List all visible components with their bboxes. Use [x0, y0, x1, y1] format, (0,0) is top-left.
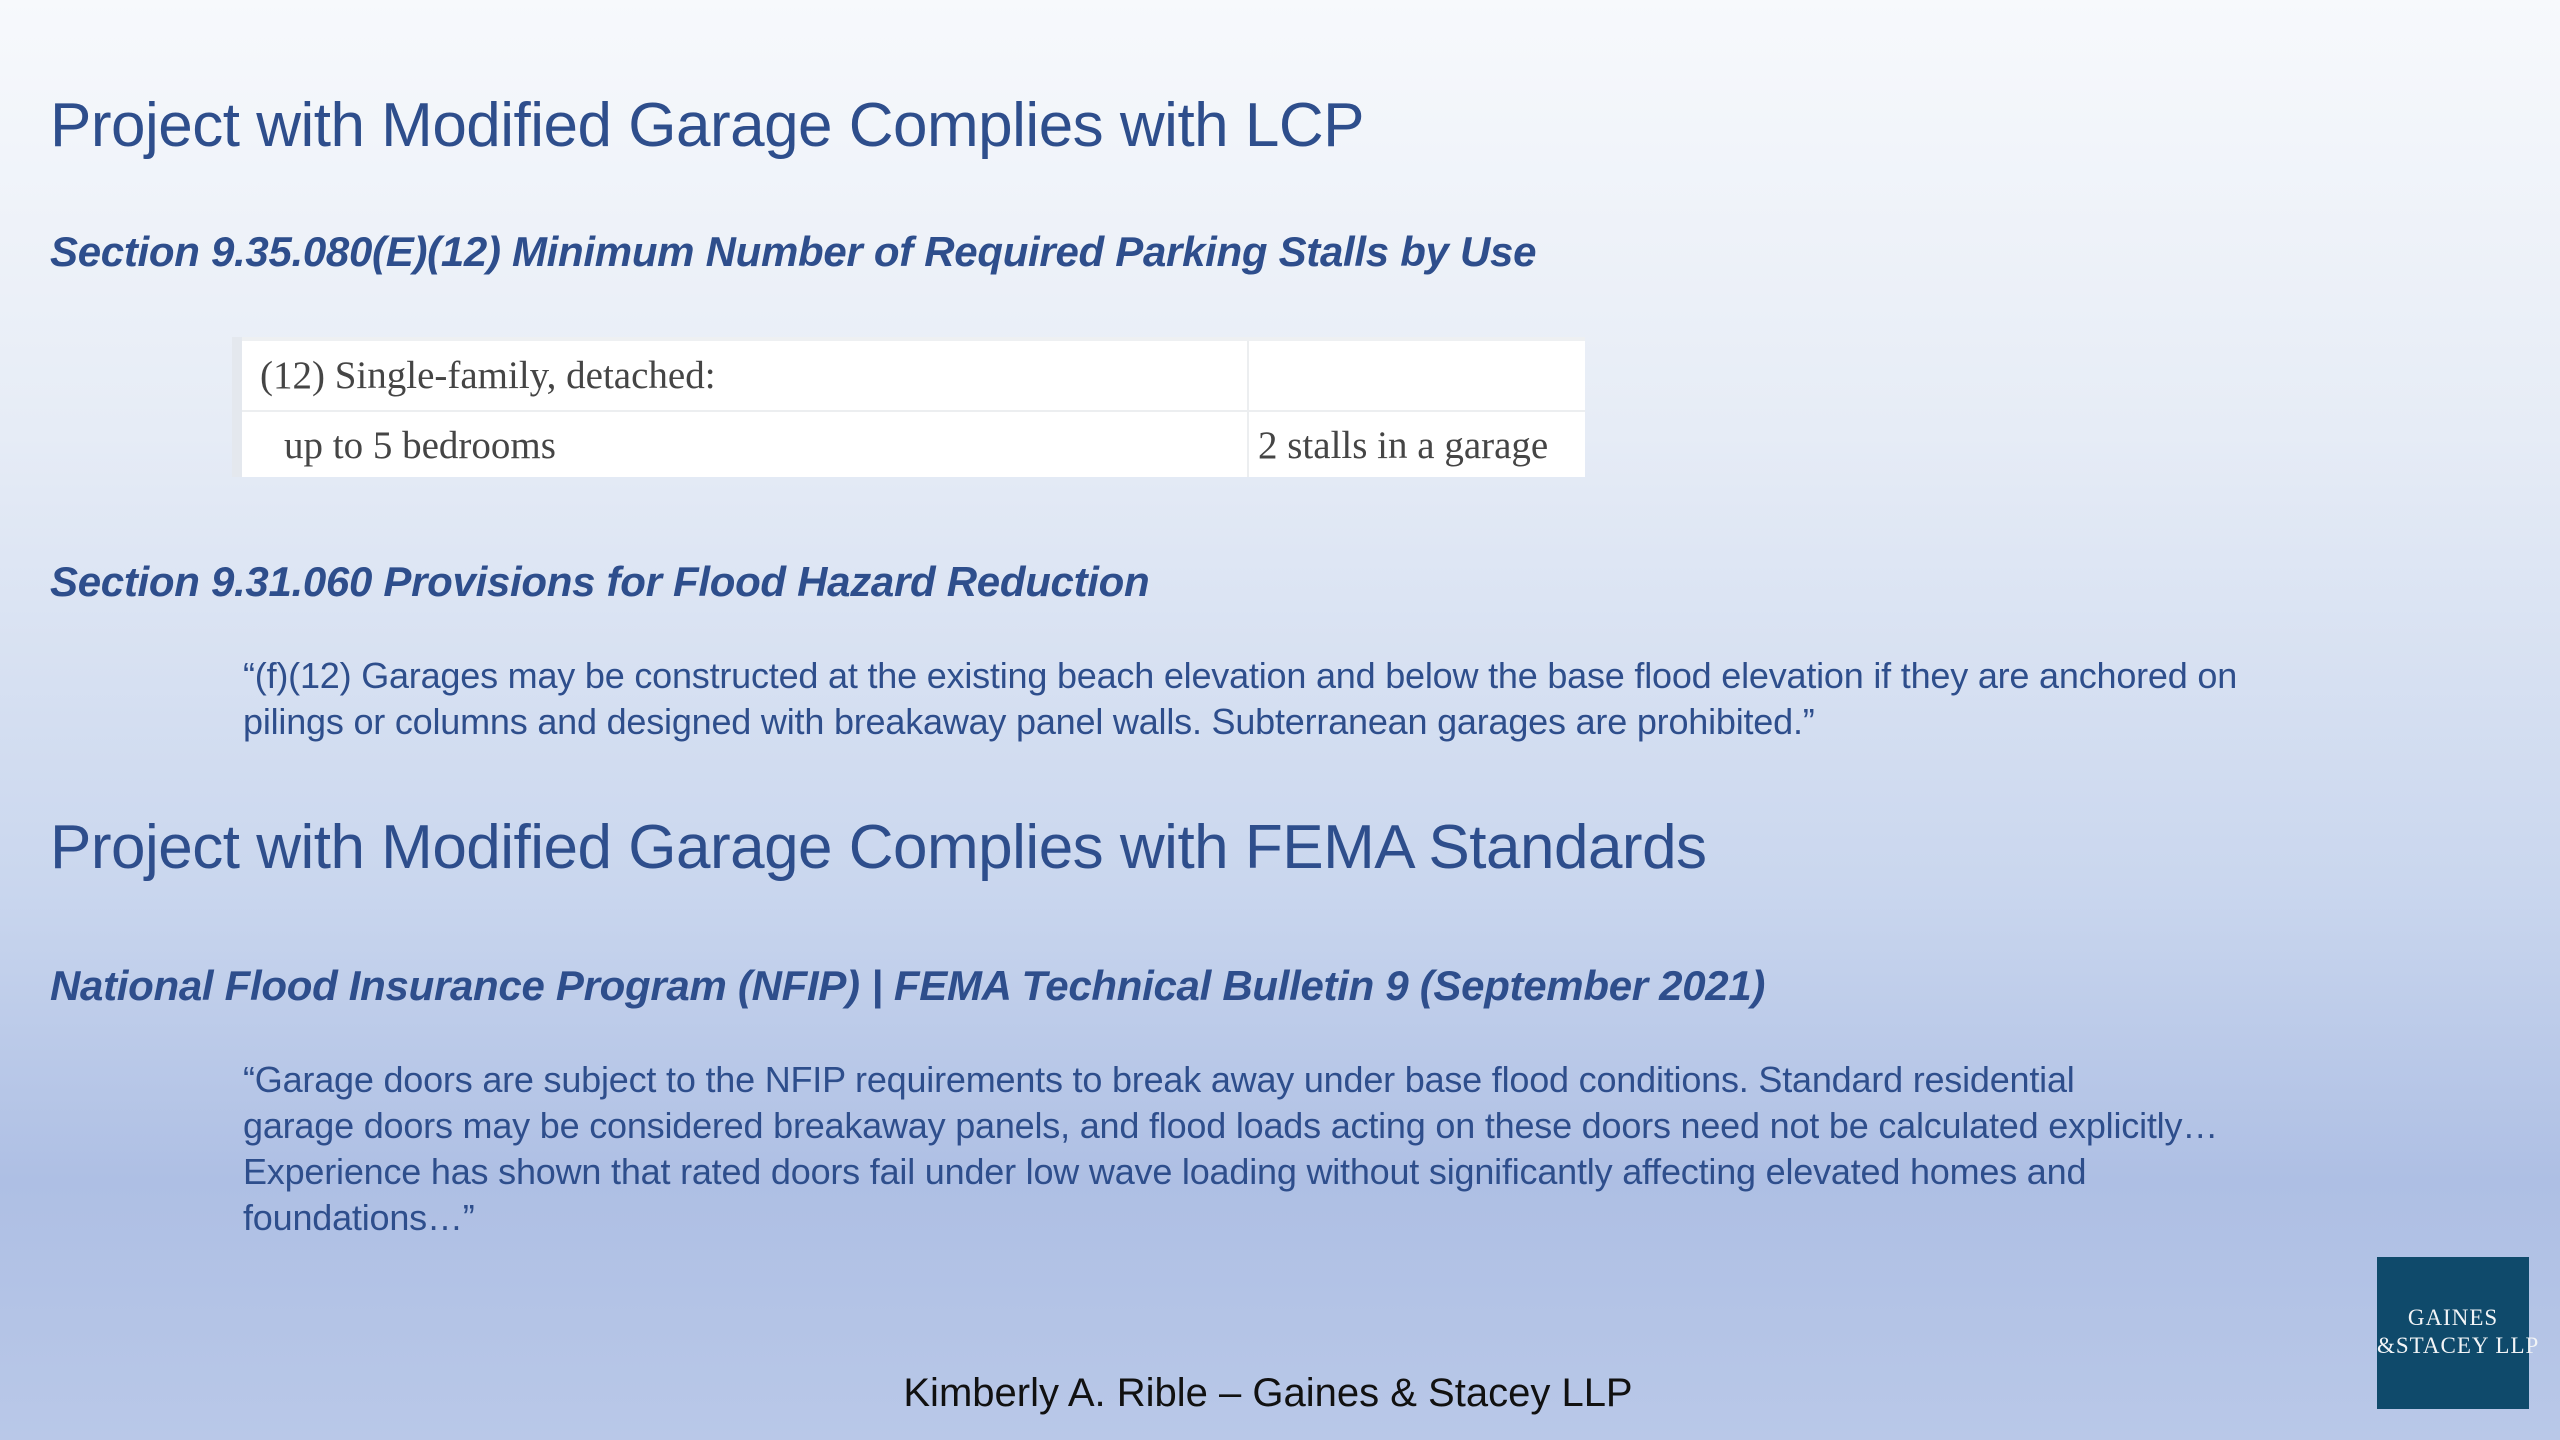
fema-quote-line: “Garage doors are subject to the NFIP requirements to break away under base flood conditions. Standard residential [243, 1059, 2075, 1100]
table-cell-use: (12) Single-family, detached: [260, 354, 716, 397]
section1-title: Project with Modified Garage Complies with LCP [50, 91, 1364, 160]
parking-stalls-table [232, 337, 1585, 477]
fema-quote [243, 1057, 2343, 1241]
table-cell-requirement: 2 stalls in a garage [1258, 424, 1549, 467]
gaines-stacey-logo [2377, 1257, 2540, 1409]
logo-line: &STACEY LLP [2377, 1333, 2540, 1358]
fema-quote-line: foundations…” [243, 1197, 475, 1238]
section2-title: Project with Modified Garage Complies with FEMA Standards [50, 813, 1707, 882]
presenter-footer: Kimberly A. Rible – Gaines & Stacey LLP [903, 1371, 1633, 1415]
table-row [242, 412, 1585, 480]
logo-line: GAINES [2407, 1305, 2499, 1330]
fema-quote-line: Experience has shown that rated doors fail under low wave loading without significantly affecting elevated homes and [243, 1151, 2087, 1192]
parking-section-subtitle: Section 9.35.080(E)(12) Minimum Number of Required Parking Stalls by Use [50, 228, 1537, 275]
lcp-quote: “(f)(12) Garages may be constructed at the existing beach elevation and below the base flood elevation if they are anchored on pilings or columns and designed with breakaway panel walls. Subterranean garages are prohibited.” [243, 655, 2238, 742]
fema-section-subtitle: National Flood Insurance Program (NFIP) | FEMA Technical Bulletin 9 (September 2021) [50, 962, 1766, 1009]
table-cell-use: up to 5 bedrooms [284, 424, 556, 467]
table-row [242, 342, 1585, 412]
flood-section-subtitle: Section 9.31.060 Provisions for Flood Hazard Reduction [50, 558, 1150, 605]
fema-quote-line: garage doors may be considered breakaway panels, and flood loads acting on these doors need not be calculated explicitly… [243, 1105, 2219, 1146]
table-top-rule [242, 337, 1585, 341]
